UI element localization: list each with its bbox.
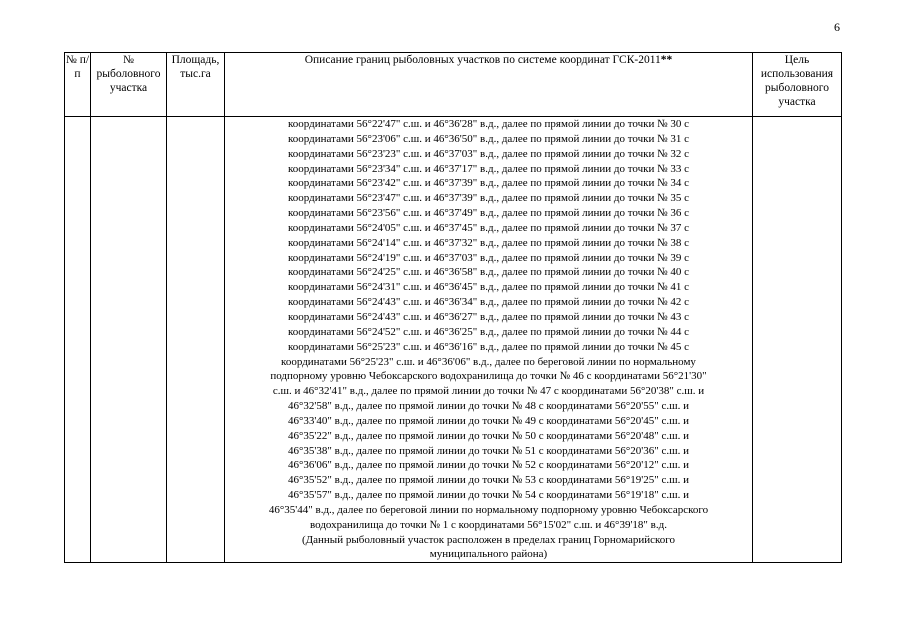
description-line: координатами 56°25'23" с.ш. и 46°36'06" в.д., далее по береговой линии по нормальному: [281, 355, 696, 368]
table-header-row: [65, 53, 842, 117]
description-line: (Данный рыболовный участок расположен в пределах границ Горномарийского: [301, 533, 676, 546]
cell-area: [167, 117, 225, 563]
description-line: координатами 56°24'14" с.ш. и 46°37'32" в.д., далее по прямой линии до точки № 38 с: [288, 236, 689, 249]
description-line: координатами 56°23'23" с.ш. и 46°37'03" в.д., далее по прямой линии до точки № 32 с: [288, 147, 689, 160]
table-row: [65, 117, 842, 563]
description-line: координатами 56°23'34" с.ш. и 46°37'17" в.д., далее по прямой линии до точки № 33 с: [288, 162, 689, 175]
description-line: координатами 56°23'42" с.ш. и 46°37'39" в.д., далее по прямой линии до точки № 34 с: [288, 177, 689, 190]
cell-plot-number: [91, 117, 167, 563]
description-line: координатами 56°24'25" с.ш. и 46°36'58" в.д., далее по прямой линии до точки № 40 с: [288, 266, 689, 279]
description-line: координатами 56°25'23" с.ш. и 46°36'16" в.д., далее по прямой линии до точки № 45 с: [288, 340, 689, 353]
header-plot-number: № рыболовного участка: [91, 53, 167, 117]
description-line: координатами 56°23'56" с.ш. и 46°37'49" в.д., далее по прямой линии до точки № 36 с: [288, 207, 689, 220]
description-lines: [225, 117, 752, 562]
description-line: с.ш. и 46°32'41" в.д., далее по прямой линии до точки № 47 с координатами 56°20'38" с.ш. и: [272, 385, 705, 398]
description-line: координатами 56°23'06" с.ш. и 46°36'50" в.д., далее по прямой линии до точки № 31 с: [288, 132, 689, 145]
description-line: координатами 56°24'43" с.ш. и 46°36'34" в.д., далее по прямой линии до точки № 42 с: [288, 296, 689, 309]
cell-num: [65, 117, 91, 563]
description-line: координатами 56°24'52" с.ш. и 46°36'25" в.д., далее по прямой линии до точки № 44 с: [288, 325, 689, 338]
description-line: 46°35'44" в.д., далее по береговой линии по нормальному подпорному уровню Чебоксарского: [268, 503, 709, 516]
description-line: 46°35'22" в.д., далее по прямой линии до точки № 50 с координатами 56°20'48" с.ш. и: [288, 429, 689, 442]
header-num: № п/п: [65, 53, 91, 117]
description-line: 46°36'06" в.д., далее по прямой линии до точки № 52 с координатами 56°20'12" с.ш. и: [288, 459, 689, 472]
header-area: Площадь, тыс.га: [167, 53, 225, 117]
header-purpose: Цель использования рыболовного участка: [753, 53, 842, 117]
description-line: подпорному уровню Чебоксарского водохранилища до точки № 46 с координатами 56°21'30": [270, 370, 707, 383]
cell-purpose: [753, 117, 842, 563]
description-line: 46°35'57" в.д., далее по прямой линии до точки № 54 с координатами 56°19'18" с.ш. и: [288, 489, 689, 502]
page-number: 6: [834, 20, 840, 34]
header-description: [225, 53, 753, 117]
description-line: 46°35'38" в.д., далее по прямой линии до точки № 51 с координатами 56°20'36" с.ш. и: [288, 444, 689, 457]
fishing-plots-table: [64, 52, 842, 563]
description-line: координатами 56°24'19" с.ш. и 46°37'03" в.д., далее по прямой линии до точки № 39 с: [288, 251, 689, 264]
description-line: 46°32'58" в.д., далее по прямой линии до точки № 48 с координатами 56°20'55" с.ш. и: [288, 400, 689, 413]
cell-description: [225, 117, 753, 563]
description-line: координатами 56°24'43" с.ш. и 46°36'27" в.д., далее по прямой линии до точки № 43 с: [288, 310, 689, 323]
description-line: 46°35'52" в.д., далее по прямой линии до точки № 53 с координатами 56°19'25" с.ш. и: [288, 474, 689, 487]
description-line: 46°33'40" в.д., далее по прямой линии до точки № 49 с координатами 56°20'45" с.ш. и: [288, 414, 689, 427]
description-line: координатами 56°24'31" с.ш. и 46°36'45" в.д., далее по прямой линии до точки № 41 с: [288, 281, 689, 294]
description-line: водохранилища до точки № 1 с координатами 56°15'02" с.ш. и 46°39'18" в.д.: [310, 518, 667, 531]
header-description-mark: **: [660, 54, 673, 66]
description-line: координатами 56°22'47" с.ш. и 46°36'28" в.д., далее по прямой линии до точки № 30 с: [288, 118, 689, 130]
header-description-text: Описание границ рыболовных участков по системе координат ГСК-2011: [304, 54, 661, 66]
description-line: координатами 56°24'05" с.ш. и 46°37'45" в.д., далее по прямой линии до точки № 37 с: [288, 221, 689, 234]
description-line: муниципального района): [429, 548, 548, 561]
description-line: координатами 56°23'47" с.ш. и 46°37'39" в.д., далее по прямой линии до точки № 35 с: [288, 192, 689, 205]
